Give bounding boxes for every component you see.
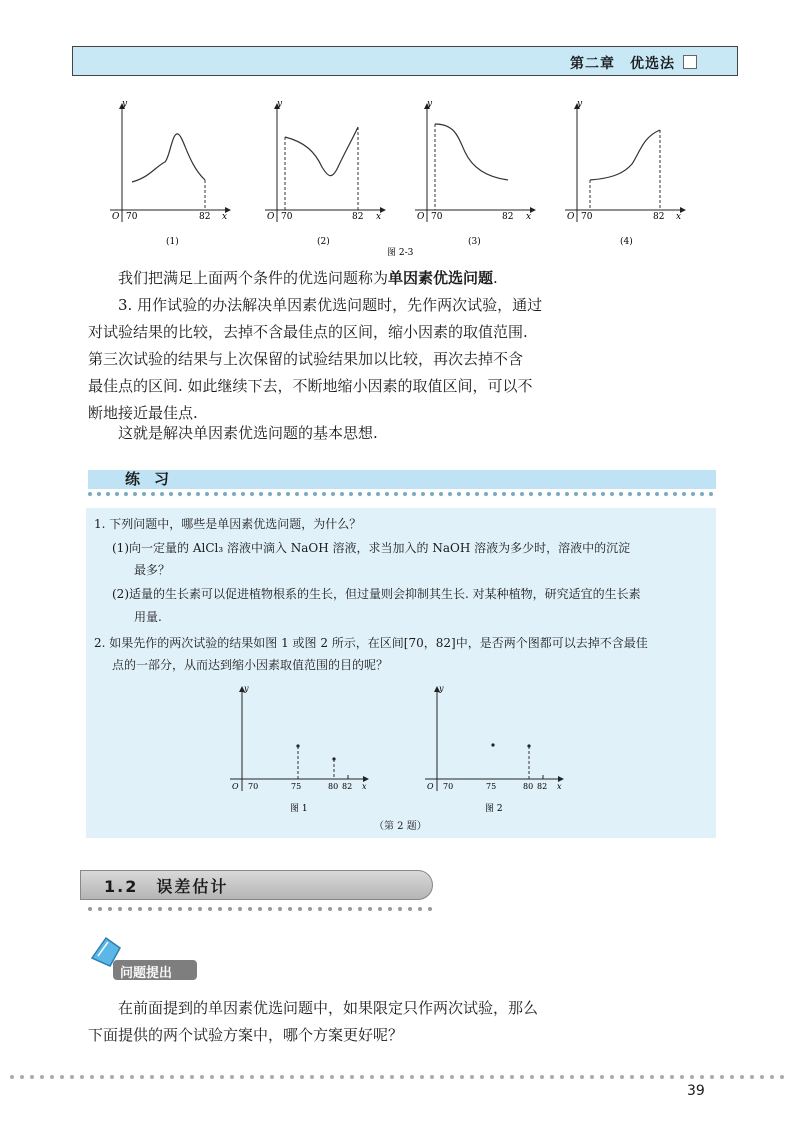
exercise-figure-caption: （第 2 题）: [374, 821, 427, 832]
exercise-box: [86, 508, 716, 838]
panel-1-tick-70: 70: [126, 212, 138, 222]
fig2-tick-70: 70: [443, 782, 454, 791]
figure-panel-4: [565, 99, 685, 247]
panel-3-y-label: y: [427, 99, 433, 109]
exercise-q2-stem: 2. 如果先作的两次试验的结果如图 1 或图 2 所示，在区间[70，82]中，是否两个图都可以去掉不含最佳: [94, 636, 648, 650]
panel-4-tick-82: 82: [653, 212, 665, 222]
panel-4-y-label: y: [577, 99, 583, 109]
panel-1-x-label: x: [222, 212, 228, 222]
header-square-icon: [683, 55, 697, 69]
exercise-q1-stem: 1. 下列问题中，哪些是单因素优选问题，为什么？: [94, 517, 362, 531]
exercise-q1-item2: (2)适量的生长素可以促进植物根系的生长，但过量则会抑制其生长. 对某种植物，研究适宜的生长素: [112, 587, 641, 601]
panel-3-x-label: x: [526, 212, 532, 222]
figure-panel-3: [415, 99, 535, 247]
panel-2-x-label: x: [376, 212, 382, 222]
fig2-tick-75: 75: [486, 782, 497, 791]
definition-line: 我们把满足上面两个条件的优选问题称为单因素优选问题.: [118, 269, 498, 287]
fig1-x-label: x: [362, 782, 367, 791]
fig1-tick-75: 75: [291, 782, 302, 791]
problem-paragraph: 在前面提到的单因素优选问题中，如果限定只作两次试验，那么 下面提供的两个试验方案中，哪个方案更好呢？: [88, 999, 539, 1044]
figure-2-3: [100, 92, 720, 262]
panel-3-origin: O: [417, 212, 425, 222]
panel-4-x-label: x: [676, 212, 682, 222]
panel-1-origin: O: [112, 212, 120, 222]
section-title: 1.2 误差估计: [104, 877, 229, 896]
panel-4-label: (4): [620, 237, 633, 247]
paragraph-3: 3. 用作试验的办法解决单因素优选问题时，先作两次试验，通过 对试验结果的比较，去掉不含最佳点的区间，缩小因素的取值范围. 第三次试验的结果与上次保留的试验结果加以比较，再次去掉不含 最佳点的区间. 如此继续下去，不断地缩小因素的取值区间，可以不 断地接近最佳点.: [88, 296, 543, 422]
page-number: 39: [687, 1083, 705, 1099]
exercise-figure-1: [226, 683, 386, 823]
exercise-title: 练习: [125, 470, 184, 488]
fig2-x-label: x: [557, 782, 562, 791]
exercise-q2-stem-cont: 点的一部分，从而达到缩小因素取值范围的目的呢？: [112, 658, 389, 672]
chapter-title: 第二章 优选法: [570, 53, 697, 73]
panel-1-tick-82: 82: [199, 212, 211, 222]
fig2-label: 图 2: [485, 804, 503, 814]
panel-3-tick-82: 82: [502, 212, 514, 222]
panel-2-origin: O: [267, 212, 275, 222]
exercise-q1-item2-cont: 用量.: [134, 610, 162, 624]
panel-1-y-label: y: [122, 99, 128, 109]
panel-4-tick-70: 70: [581, 212, 593, 222]
figure-panel-2: [265, 99, 385, 247]
question-badge-label: 问题提出: [120, 966, 173, 981]
footer-dot-divider: [10, 1074, 790, 1080]
panel-3-tick-70: 70: [431, 212, 443, 222]
panel-2-y-label: y: [277, 99, 283, 109]
exercise-dot-divider: [88, 491, 718, 497]
panel-2-tick-70: 70: [281, 212, 293, 222]
figure-caption: 图 2-3: [387, 248, 414, 258]
fig1-tick-80: 80: [328, 782, 339, 791]
panel-2-tick-82: 82: [352, 212, 364, 222]
panel-1-label: (1): [166, 237, 179, 247]
fig2-y-label: y: [439, 684, 444, 693]
fig1-tick-70: 70: [248, 782, 259, 791]
fig1-origin: O: [232, 782, 239, 791]
fig2-tick-82: 82: [537, 782, 548, 791]
fig1-label: 图 1: [290, 804, 308, 814]
chapter-header-bar: [72, 46, 738, 76]
fig2-origin: O: [427, 782, 434, 791]
fig2-tick-80: 80: [523, 782, 534, 791]
fig1-tick-82: 82: [342, 782, 353, 791]
panel-4-origin: O: [567, 212, 575, 222]
panel-3-label: (3): [468, 237, 481, 247]
closing-line: 这就是解决单因素优选问题的基本思想.: [118, 424, 378, 442]
figure-panel-1: [110, 99, 230, 247]
exercise-figure-2: [421, 683, 581, 823]
exercise-q1-item1-cont: 最多？: [134, 563, 171, 577]
section-dot-divider: [88, 906, 433, 912]
fig1-y-label: y: [244, 684, 249, 693]
panel-2-label: (2): [317, 237, 330, 247]
exercise-q1-item1: (1)向一定量的 AlCl₃ 溶液中滴入 NaOH 溶液，求当加入的 NaOH 溶液为多少时，溶液中的沉淀: [112, 541, 631, 555]
